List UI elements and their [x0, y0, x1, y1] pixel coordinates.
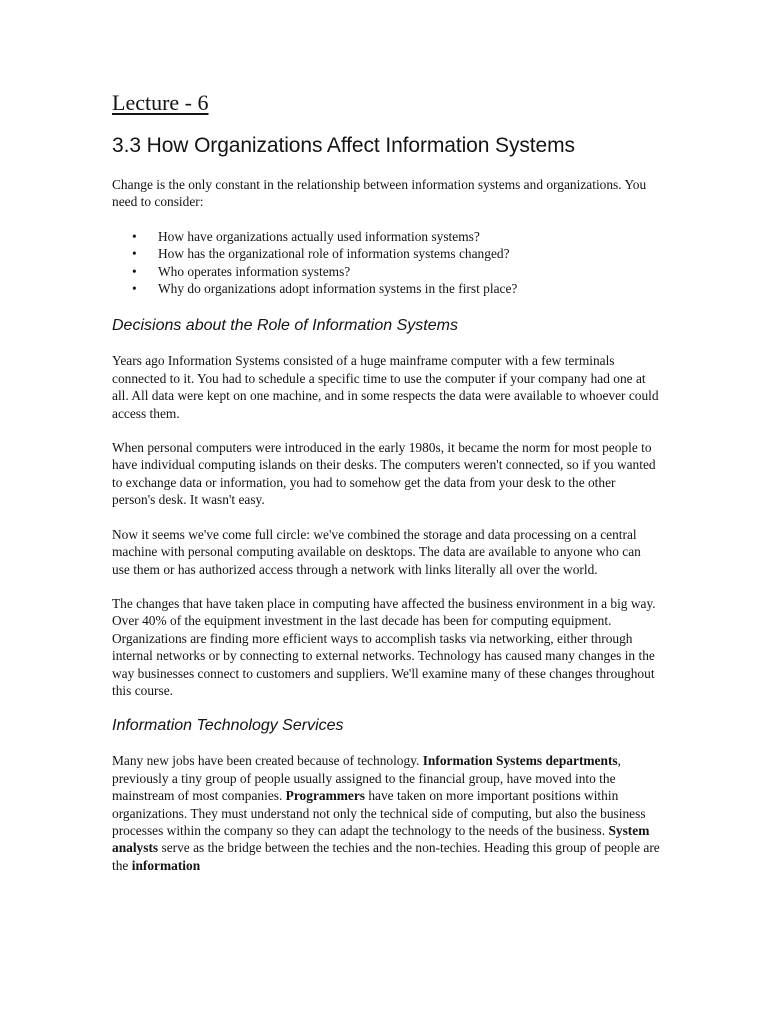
text-run: have taken on more important positions within organizations. They must understand not only the technical side of computing, but also the business processes within the company so they can adapt the technology to the needs of the business.: [112, 788, 646, 838]
subsection-title-role: Decisions about the Role of Information Systems: [112, 317, 458, 335]
list-item-text: Why do organizations adopt information systems in the first place?: [158, 281, 518, 297]
bullet-icon: •: [132, 263, 137, 279]
paragraph-it-jobs: [112, 752, 660, 874]
text-run: Many new jobs have been created because of technology.: [112, 753, 423, 769]
bullet-icon: •: [132, 228, 137, 244]
question-list: [112, 228, 660, 298]
paragraph-personal-computers: When personal computers were introduced in the early 1980s, it became the norm for most people to have individual computing islands on their desks. The computers weren't connected, so if you wanted to exchange data or information, you had to somehow get the data from your desk to the other person's desk. It wasn't easy.: [112, 440, 656, 508]
paragraph-mainframe: Years ago Information Systems consisted of a huge mainframe computer with a few terminals connected to it. You had to schedule a specific time to use the computer if your company had one at all. All data were kept on one machine, and in some respects the data were available to whoever could access them.: [112, 353, 659, 421]
lecture-title: Lecture - 6: [112, 90, 209, 115]
text-run: , previously a tiny group of people usually assigned to the financial group, have moved into the mainstream of most companies.: [112, 753, 621, 804]
bold-term-programmers: Programmers: [285, 788, 365, 804]
list-item: [132, 280, 660, 297]
bold-term-is-departments: Information Systems departments: [422, 753, 618, 769]
list-item: [132, 228, 660, 245]
text-run: serve as the bridge between the techies and the non-techies. Heading this group of people are the: [112, 840, 660, 873]
list-item-text: How has the organizational role of information systems changed?: [158, 246, 510, 262]
section-title: 3.3 How Organizations Affect Information Systems: [112, 134, 575, 157]
paragraph-full-circle: Now it seems we've come full circle: we've combined the storage and data processing on a central machine with personal computing available on desktops. The data are available to anyone who can use them or has authorized access through a network with links literally all over the world.: [112, 526, 641, 577]
bullet-icon: •: [132, 246, 137, 262]
paragraph-changes: The changes that have taken place in computing have affected the business environment in a big way. Over 40% of the equipment investment in the last decade has been for computing equipment. Organizations are finding more efficient ways to accomplish tasks via networking, either through internal networks or by connecting to external networks. Technology has caused many changes in the way businesses connect to customers and suppliers. We'll examine many of these changes throughout this course.: [112, 595, 656, 698]
list-item-text: Who operates information systems?: [158, 263, 351, 279]
bold-term-system-analysts: System analysts: [112, 822, 650, 856]
bold-term-information: information: [131, 857, 201, 873]
list-item-text: How have organizations actually used information systems?: [158, 228, 480, 244]
document-page: [112, 88, 660, 874]
intro-paragraph: Change is the only constant in the relationship between information systems and organizations. You need to consider:: [112, 177, 647, 210]
subsection-title-it-services: Information Technology Services: [112, 717, 344, 735]
list-item: [132, 245, 660, 262]
list-item: [132, 263, 660, 280]
bullet-icon: •: [132, 281, 137, 297]
